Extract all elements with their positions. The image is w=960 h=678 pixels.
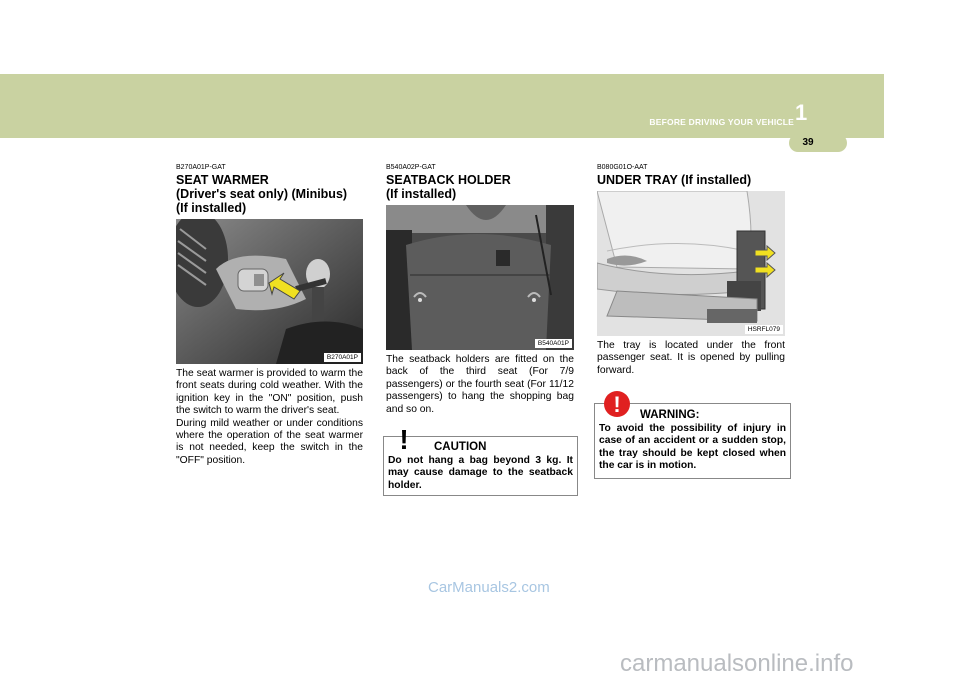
section-title (176, 173, 363, 215)
warning-icon (603, 390, 631, 418)
body-text: The tray is located under the front passenger seat. It is opened by pulling forward. (597, 340, 785, 376)
page-number: 39 (802, 137, 814, 148)
image-label: B270A01P (324, 353, 361, 362)
caution-text: Do not hang a bag beyond 3 kg. It may cause damage to the seatback holder. (388, 455, 573, 491)
title-line: SEAT WARMER (176, 173, 269, 187)
title-line: UNDER TRAY (If installed) (597, 173, 752, 187)
section-code: B270A01P-GAT (176, 164, 226, 171)
under-tray-photo (597, 191, 785, 336)
image-label: HSRFL079 (745, 325, 783, 334)
title-line: (Driver's seat only) (Minibus) (176, 187, 348, 201)
watermark-top: CarManuals2.com (428, 579, 550, 596)
caution-icon (392, 425, 416, 453)
seatback-holder-section (386, 163, 574, 416)
body-text: The seatback holders are fitted on the back of the third seat (For 7/9 passengers) or the fourth seat (For 11/12 passengers) to hang the shopping bag and so on. (386, 354, 574, 415)
image-label: B540A01P (535, 339, 572, 348)
watermark-bottom: carmanualsonline.info (620, 650, 854, 677)
section-number: 1 (795, 100, 808, 125)
section-title (386, 173, 574, 201)
warning-box (594, 392, 791, 479)
svg-text:!: ! (613, 392, 621, 417)
caution-title: CAUTION (434, 441, 487, 453)
section-label: BEFORE DRIVING YOUR VEHICLE (649, 117, 794, 127)
title-line: (If installed) (386, 187, 457, 201)
section-code: B540A02P-GAT (386, 164, 436, 171)
under-tray-section (597, 163, 785, 377)
warning-title: WARNING: (640, 409, 700, 421)
title-line: SEATBACK HOLDER (386, 173, 511, 187)
body-text: During mild weather or under conditions where the operation of the seat warmer is not needed, keep the switch in the "OFF" position. (176, 417, 363, 466)
seatback-holder-photo (386, 205, 574, 350)
header-band (0, 74, 884, 138)
section-code: B080G01O-AAT (597, 164, 648, 171)
caution-box (383, 425, 578, 496)
seat-warmer-section (176, 163, 363, 467)
seat-warmer-photo (176, 219, 363, 364)
section-title (597, 173, 785, 187)
title-line: (If installed) (176, 201, 247, 215)
warning-text: To avoid the possibility of injury in case of an accident or a sudden stop, the tray should be kept closed when the car is in motion. (599, 423, 786, 472)
body-text: The seat warmer is provided to warm the front seats during cold weather. With the ignition key in the "ON" position, push the switch to warm the driver's seat. (176, 368, 363, 417)
svg-text:!: ! (399, 425, 409, 453)
